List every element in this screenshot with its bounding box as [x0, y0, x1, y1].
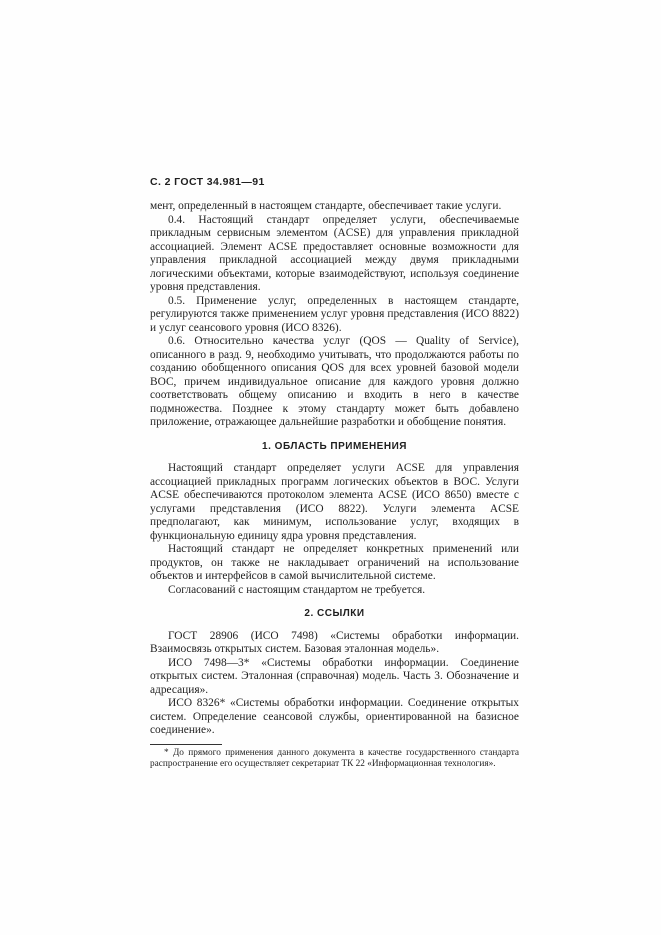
section-1-title: 1. ОБЛАСТЬ ПРИМЕНЕНИЯ [262, 440, 407, 452]
reference-iso-8326: ИСО 8326* «Системы обработки информации. Соединение открытых систем. Определение сеансовой службы, ориентированной на базисное соединение». [150, 697, 519, 736]
paragraph-0-5: 0.5. Применение услуг, определенных в настоящем стандарте, регулируются также применением услуг уровня представления (ИСО 8822) и услуг сеансового уровня (ИСО 8326). [150, 294, 519, 334]
footnote-divider [150, 744, 222, 745]
page-header: С. 2 ГОСТ 34.981—91 [150, 176, 265, 188]
paragraph-continuation: мент, определенный в настоящем стандарте, обеспечивает такие услуги. [150, 200, 502, 212]
body-column [150, 200, 519, 771]
paragraph-0-6: 0.6. Относительно качества услуг (QOS — Quality of Service), описанного в разд. 9, необходимо учитывать, что продолжаются работы по созданию обобщенного описания QOS для всех уровней базовой модели ВОС, причем индивидуальное описание для каждого уровня должно соответствовать общему описанию и входить в него в качестве подмножества. Позднее к этому стандарту может быть добавлено приложение, отражающее дальнейшие разработки и обобщение понятия. [150, 335, 519, 428]
reference-iso-7498-3: ИСО 7498—3* «Системы обработки информации. Соединение открытых систем. Эталонная (справочная) модель. Часть 3. Обозначение и адресация». [150, 656, 519, 696]
reference-gost-28906: ГОСТ 28906 (ИСО 7498) «Системы обработки информации. Взаимосвязь открытых систем. Базовая эталонная модель». [150, 629, 519, 655]
section-1-paragraph-2: Настоящий стандарт не определяет конкретных применений или продуктов, он также не накладывает ограничений на использование объектов и интерфейсов в самой вычислительной системе. [150, 543, 519, 582]
section-1-paragraph-1: Настоящий стандарт определяет услуги ACSE для управления ассоциацией прикладных программ логических объектов в ВОС. Услуги ACSE обеспечиваются протоколом элемента ACSE (ИСО 8650) вместе с услугами представления (ИСО 8822). Услуги элемента ACSE предполагают, как минимум, использование услуг, входящих в функциональную единицу ядра уровня представления. [150, 462, 519, 542]
section-1-paragraph-3: Согласований с настоящим стандартом не требуется. [168, 583, 426, 596]
paragraph-0-4: 0.4. Настоящий стандарт определяет услуги, обеспечиваемые прикладным сервисным элементом (ACSE) для управления прикладной ассоциацией. Элемент ACSE предоставляет основные возможности для управления прикладной ассоциацией между двумя прикладными логическими объектами, которые взаимодействуют, используя соединение уровня представления. [150, 213, 519, 293]
footnote: * До прямого применения данного документа в качестве государственного стандарта распространение его осуществляет секретариат ТК 22 «Информационная технология». [150, 747, 519, 769]
section-2-title: 2. ССЫЛКИ [304, 608, 365, 619]
